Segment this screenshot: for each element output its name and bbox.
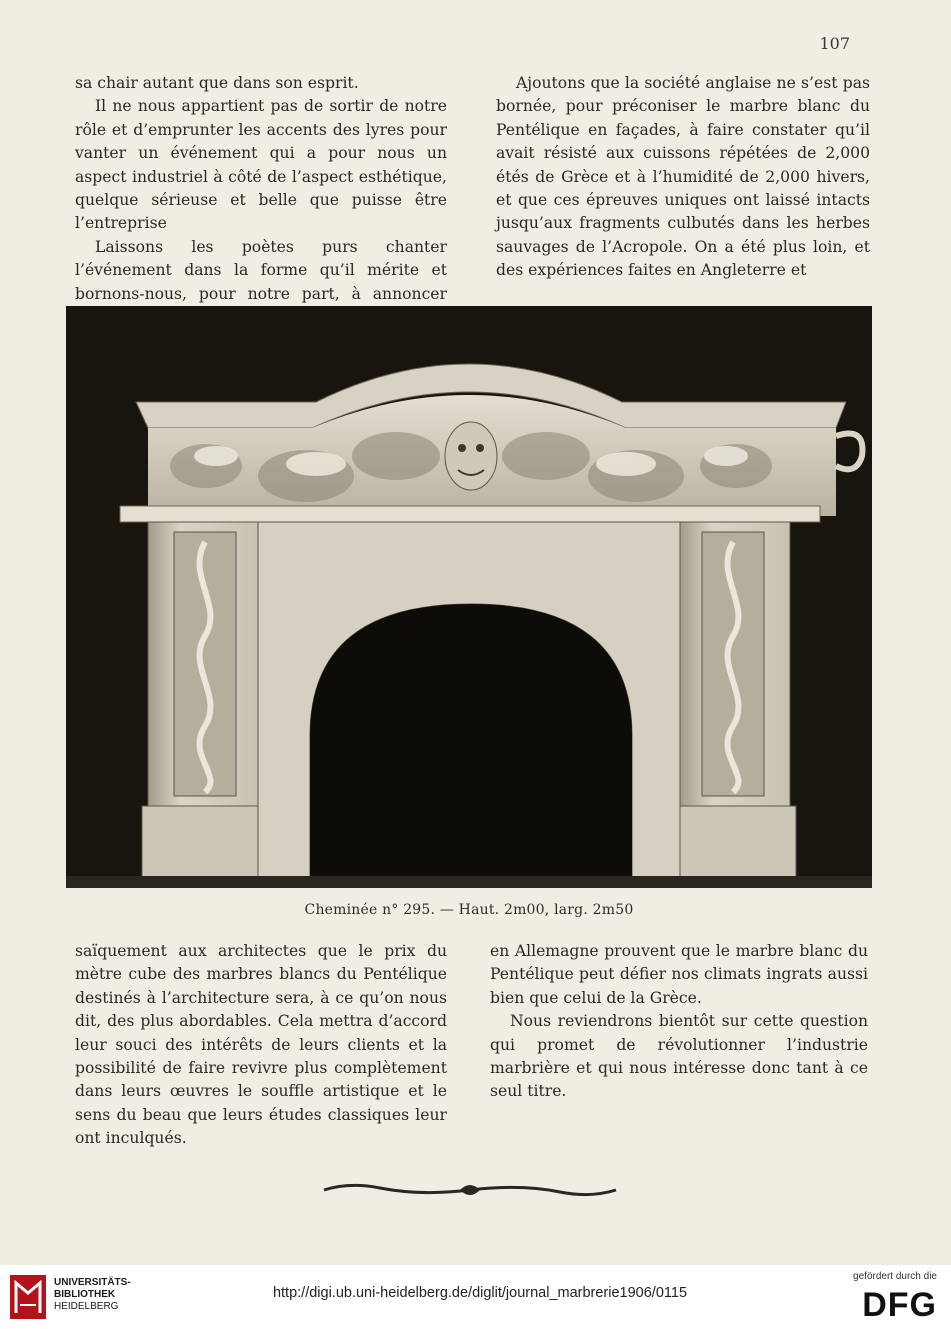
paragraph: saïquement aux architectes que le prix du mètre cube des marbres blancs du Pentélique destinés à l’architecture sera, à ce qu’on nous dit, des plus abordables. Cela mettra d’accord leur souci des intérêts de leurs clients et la possibilité de faire revivre plus complètement dans leurs œuvres le souffle artistique et le sens du beau que leurs études classiques leur ont inculqués.	[75, 942, 447, 1148]
document-url-link[interactable]: http://digi.ub.uni-heidelberg.de/diglit/journal_marbrerie1906/0115	[272, 1285, 688, 1301]
page-number: 107	[819, 34, 850, 53]
end-ornament	[320, 1178, 620, 1202]
library-name: UNIVERSITÄTS- BIBLIOTHEK HEIDELBERG	[54, 1277, 131, 1312]
fireplace-photograph	[66, 306, 872, 888]
text-column-bottom-right	[490, 940, 868, 1104]
paragraph: Ajoutons que la société anglaise ne s’est pas bornée, pour préconiser le marbre blanc du Pentélique en façades, à faire constater qu’il avait résisté aux cuissons répétées de 2,000 étés de Grèce et à l’humidité de 2,000 hivers, et que ces épreuves uniques ont laissé intacts jusqu’aux fragments culbutés dans les herbes sauvages de l’Acropole. On a été plus loin, et des expériences faites en Angleterre et	[496, 74, 870, 280]
text-column-top-left	[75, 72, 447, 329]
paragraph: Il ne nous appartient pas de sortir de notre rôle et d’emprunter les accents des lyres pour vanter un événement qui a pour nous un aspect industriel à côté de l’aspect esthétique, quelque sérieuse et belle que puisse être l’entreprise	[75, 97, 447, 233]
paragraph: sa chair autant que dans son esprit.	[75, 74, 359, 92]
funded-by-label: gefördert durch die	[853, 1271, 937, 1282]
dfg-logo[interactable]: DFG	[862, 1286, 937, 1324]
text-column-bottom-left	[75, 940, 447, 1151]
fireplace-illustration	[66, 306, 872, 888]
text-column-top-right	[496, 72, 870, 283]
figure-caption: Cheminée n° 295. — Haut. 2m00, larg. 2m50	[304, 902, 634, 918]
paragraph: Nous reviendrons bientôt sur cette question qui promet de révolutionner l’industrie marbrière et qui nous intéresse donc tant à ce seul titre.	[490, 1012, 868, 1101]
paragraph: Laissons les poètes purs chanter l’événement dans la forme qu’il mérite et bornons-nous, pour notre part, à annoncer	[75, 237, 447, 303]
paragraph: en Allemagne prouvent que le marbre blanc du Pentélique peut défier nos climats ingrats aussi bien que celui de la Grèce.	[490, 942, 868, 1007]
viewer-footer	[0, 1265, 951, 1329]
university-library-logo-icon[interactable]	[10, 1275, 46, 1319]
